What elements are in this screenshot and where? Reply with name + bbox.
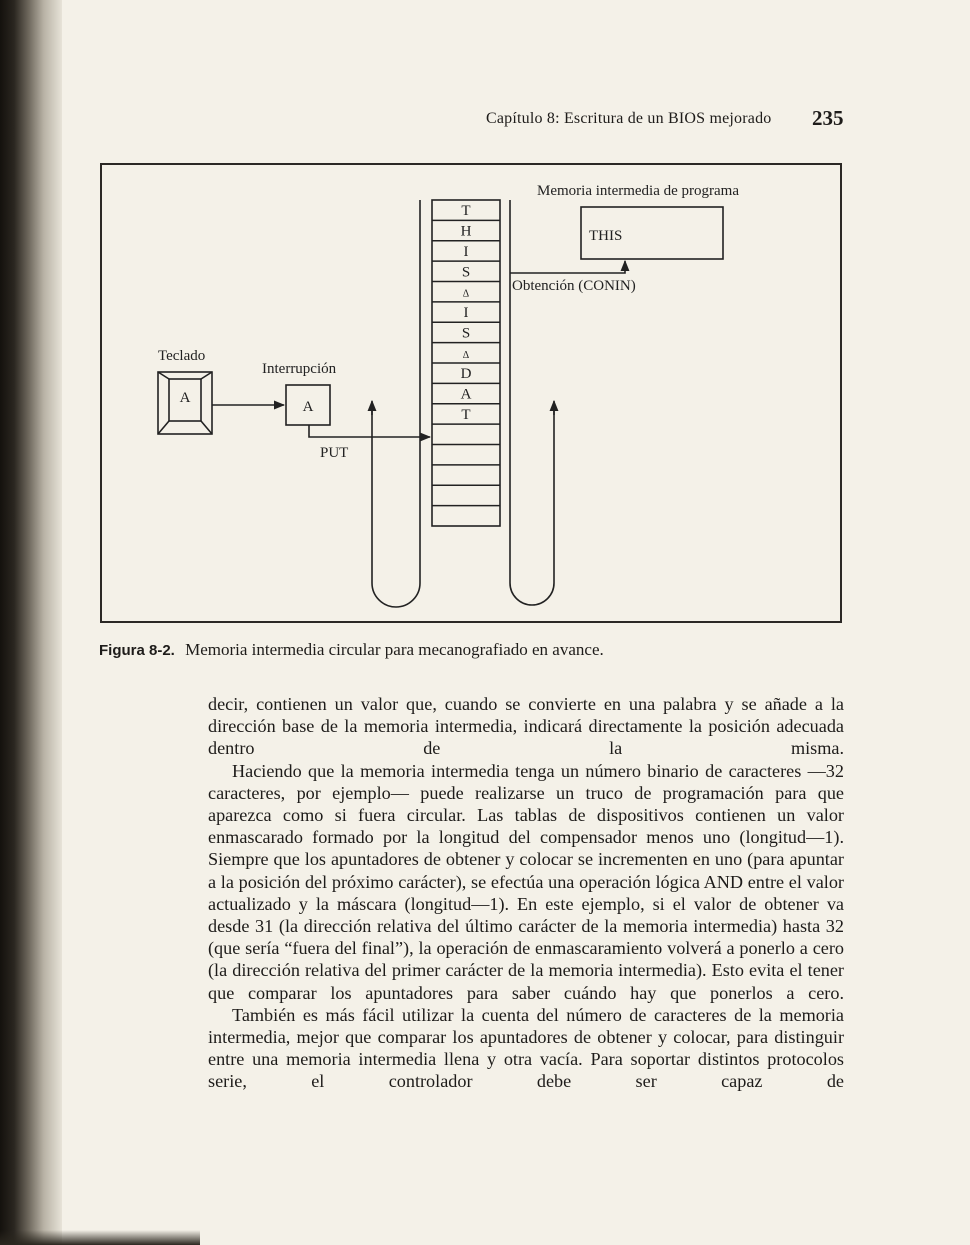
interrupt-char: A bbox=[302, 399, 314, 415]
buffer-cell-char: S bbox=[461, 264, 471, 281]
interrupt-label: Interrupción bbox=[262, 361, 337, 377]
paragraph-1: decir, contienen un valor que, cuando se convierte en una palabra y se añade a la dirección base de la memoria intermedia, indicará directamente la posición adecuada dentro de la misma. bbox=[208, 694, 844, 759]
buffer-cell-char: D bbox=[460, 366, 472, 383]
paragraph-3: También es más fácil utilizar la cuenta del número de caracteres de la memoria intermedia, mejor que comparar los apuntadores de obtener y colocar, para distinguir entre una memoria intermedia llena y otra vacía. Para soportar distintos protocolos serie, el controlador debe ser capaz de bbox=[208, 1004, 844, 1092]
body-text bbox=[208, 693, 844, 1093]
figure-caption-text: Memoria intermedia circular para mecanografiado en avance. bbox=[185, 640, 604, 659]
buffer-cell-char: Δ bbox=[462, 288, 470, 300]
buffer-cells bbox=[432, 203, 500, 505]
keyboard-key-char: A bbox=[179, 390, 191, 406]
get-loop-arrow bbox=[510, 407, 554, 605]
buffer-cell-char: A bbox=[460, 386, 472, 403]
buffer-cell-char: H bbox=[460, 223, 472, 240]
figure-8-2 bbox=[100, 163, 842, 623]
buffer-cell-char: Δ bbox=[462, 349, 470, 361]
put-arrow bbox=[309, 425, 430, 437]
page-number: 235 bbox=[812, 106, 844, 130]
get-arrow bbox=[510, 261, 625, 273]
book-spine-shadow bbox=[0, 0, 62, 1245]
figure-label: Figura 8-2. bbox=[99, 642, 175, 659]
buffer-cell-char: T bbox=[461, 203, 471, 220]
buffer-cell-char: T bbox=[461, 406, 471, 423]
get-label: Obtención (CONIN) bbox=[512, 278, 636, 294]
circular-buffer-diagram bbox=[102, 165, 844, 625]
page-bottom-shadow bbox=[0, 1230, 200, 1245]
keyboard-label: Teclado bbox=[158, 348, 206, 364]
figure-caption bbox=[99, 640, 604, 660]
buffer-cell-char: S bbox=[461, 325, 471, 342]
program-buffer-label: Memoria intermedia de programa bbox=[537, 183, 740, 199]
paragraph-2: Haciendo que la memoria intermedia tenga un número binario de caracteres —32 caracteres, por ejemplo— puede realizarse un truco de programación para que aparezca como si fuera circular. Las tablas de dispositivos contienen un valor enmascarado formado por la longitud del compensador menos uno (longitud—1). Siempre que los apuntadores de obtener y colocar se incrementen en uno (para apuntar a la posición del próximo carácter), se efectúa una operación lógica AND entre el valor actualizado y la máscara (longitud—1). En este ejemplo, si el valor de obtener va desde 31 (la dirección relativa del último carácter de la memoria intermedia) hasta 32 (que sería “fuera del final”), la operación de enmascaramiento volverá a ponerlo a cero (la dirección relativa del primer carácter de la memoria intermedia). Esto evita el tener que comparar los apuntadores para saber cuándo hay que ponerlos a cero. bbox=[208, 760, 844, 1003]
buffer-cell-char: I bbox=[463, 243, 469, 260]
running-head: Capítulo 8: Escritura de un BIOS mejorado bbox=[486, 110, 772, 127]
program-buffer-word: THIS bbox=[589, 228, 623, 244]
put-label: PUT bbox=[320, 445, 349, 461]
buffer-cell-char: I bbox=[463, 305, 469, 322]
